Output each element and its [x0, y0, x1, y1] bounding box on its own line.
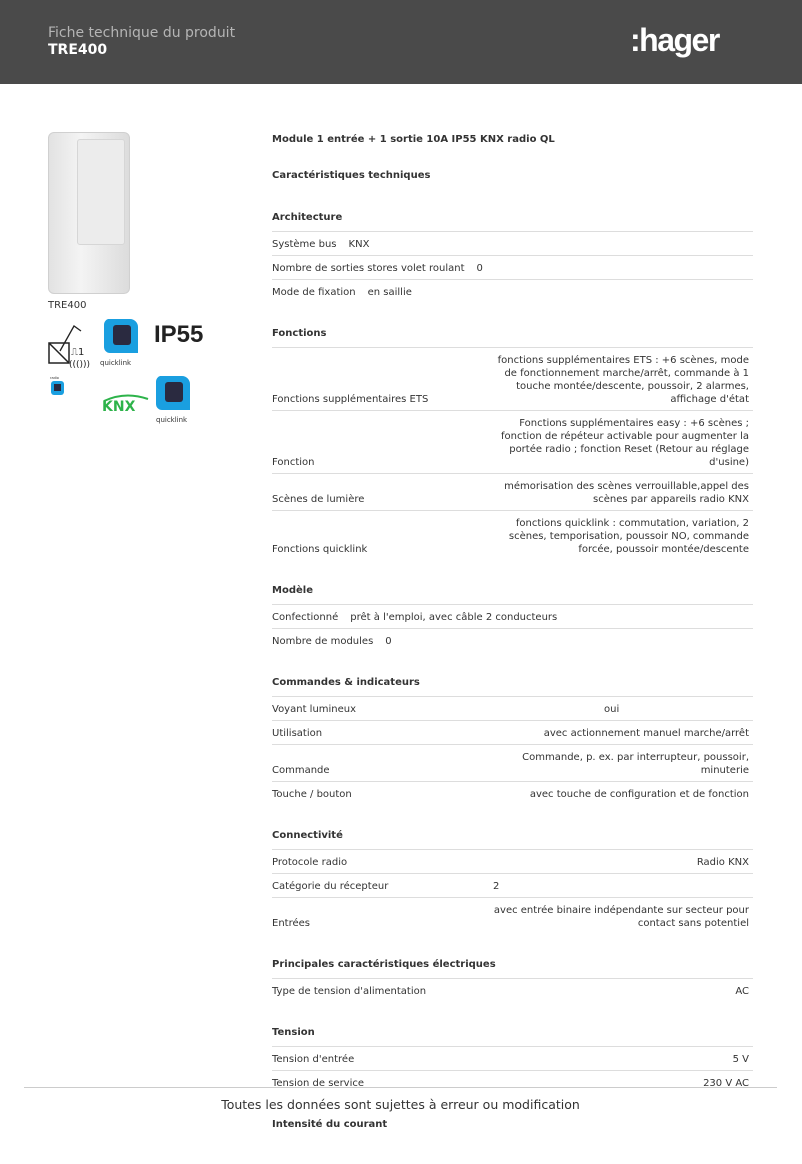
radio-actuator-icon	[48, 321, 96, 371]
spec-value: 0	[385, 636, 392, 647]
spec-section	[272, 328, 753, 560]
spec-label: Confectionné	[272, 612, 339, 623]
spec-value: AC	[735, 986, 749, 997]
section-title: Commandes & indicateurs	[272, 677, 420, 688]
spec-value: avec touche de configuration et de fonction	[529, 789, 749, 800]
spec-value: avec entrée binaire indépendante sur secteur pour contact sans potentiel	[493, 905, 749, 929]
spec-label: Nombre de modules	[272, 636, 374, 647]
svg-text:((())): ((()))	[69, 360, 91, 370]
spec-value: KNX	[348, 239, 370, 250]
spec-row	[272, 256, 753, 280]
spec-label: Tension d'entrée	[272, 1054, 355, 1065]
spec-label: Fonctions supplémentaires ETS	[272, 394, 429, 405]
section-title: Architecture	[272, 212, 343, 223]
product-title: Module 1 entrée + 1 sortie 10A IP55 KNX radio QL	[272, 134, 555, 145]
section-title: Tension	[272, 1027, 315, 1038]
spec-label: Entrées	[272, 918, 310, 929]
spec-label: Tension de service	[272, 1078, 365, 1089]
spec-value: 2	[493, 881, 500, 892]
radio-quicklink-icon	[48, 375, 68, 401]
spec-label: Utilisation	[272, 728, 323, 739]
spec-section	[272, 1027, 753, 1094]
spec-row	[272, 348, 753, 411]
ip55-badge: IP55	[154, 321, 204, 348]
spec-value: Fonctions supplémentaires easy : +6 scènes ; fonction de répéteur activable pour augmenter la portée radio ; fonction Reset (Retour au réglage d'usine)	[501, 418, 749, 468]
header-subtitle: Fiche technique du produit	[48, 25, 236, 41]
spec-value: mémorisation des scènes verrouillable,appel des scènes par appareils radio KNX	[504, 481, 749, 505]
knx-logo	[100, 393, 150, 413]
section-title: Fonctions	[272, 328, 327, 339]
spec-row	[272, 280, 753, 303]
spec-label: Protocole radio	[272, 857, 348, 868]
spec-value: Radio KNX	[696, 857, 749, 868]
spec-value: 0	[476, 263, 483, 274]
svg-text:quicklink: quicklink	[156, 416, 188, 424]
spec-row	[272, 745, 753, 782]
section-title: Connectivité	[272, 830, 343, 841]
spec-row	[272, 874, 753, 898]
spec-label: Commande	[272, 765, 330, 776]
spec-row	[272, 411, 753, 474]
spec-row	[272, 898, 753, 934]
spec-section	[272, 959, 753, 1002]
certification-icons	[48, 315, 228, 435]
spec-section	[272, 1119, 753, 1139]
spec-content	[272, 134, 753, 1164]
svg-text:radio: radio	[50, 376, 59, 380]
spec-row	[272, 782, 753, 805]
spec-section	[272, 585, 753, 652]
spec-section	[272, 212, 753, 303]
spec-label: Nombre de sorties stores volet roulant	[272, 263, 465, 274]
header-product: TRE400	[48, 42, 108, 58]
quicklink-icon	[100, 315, 144, 367]
page-header	[0, 0, 802, 84]
spec-value: fonctions quicklink : commutation, variation, 2 scènes, temporisation, poussoir NO, commande forcée, poussoir montée/descente	[508, 518, 749, 555]
svg-text:⎍1: ⎍1	[71, 347, 85, 358]
product-ref: TRE400	[48, 300, 87, 311]
spec-value: en saillie	[367, 287, 412, 298]
spec-label: Catégorie du récepteur	[272, 881, 389, 892]
characteristics-title: Caractéristiques techniques	[272, 170, 431, 181]
product-image	[48, 132, 130, 294]
svg-text:KNX: KNX	[102, 399, 136, 413]
section-title: Intensité du courant	[272, 1119, 388, 1130]
spec-label: Mode de fixation	[272, 287, 356, 298]
spec-value: 230 V AC	[703, 1078, 749, 1089]
spec-section	[272, 830, 753, 934]
quicklink-logo	[152, 373, 200, 425]
spec-value: avec actionnement manuel marche/arrêt	[543, 728, 749, 739]
spec-section	[272, 677, 753, 805]
spec-row	[272, 979, 753, 1002]
spec-value: fonctions supplémentaires ETS : +6 scènes, mode de fonctionnement marche/arrêt, commande à 1 touche montée/descente, poussoir, 2 alarmes, affichage d'état	[497, 355, 749, 405]
spec-label: Fonctions quicklink	[272, 544, 368, 555]
spec-label: Touche / bouton	[272, 789, 352, 800]
footer-disclaimer: Toutes les données sont sujettes à erreur ou modification	[24, 1087, 777, 1112]
spec-row	[272, 474, 753, 511]
section-title: Modèle	[272, 585, 313, 596]
spec-label: Système bus	[272, 239, 337, 250]
spec-label: Fonction	[272, 457, 315, 468]
spec-value: prêt à l'emploi, avec câble 2 conducteurs	[350, 612, 558, 623]
spec-row	[272, 629, 753, 652]
spec-row	[272, 511, 753, 560]
svg-text:quicklink: quicklink	[100, 359, 132, 367]
spec-value: 5 V	[732, 1054, 749, 1065]
spec-label: Type de tension d'alimentation	[272, 986, 427, 997]
spec-row	[272, 1047, 753, 1071]
section-title: Principales caractéristiques électriques	[272, 959, 496, 970]
spec-row	[272, 850, 753, 874]
spec-row	[272, 697, 753, 721]
spec-row	[272, 605, 753, 629]
spec-row	[272, 232, 753, 256]
spec-label: Scènes de lumière	[272, 494, 365, 505]
spec-row	[272, 721, 753, 745]
spec-value: oui	[604, 704, 620, 715]
product-sidebar	[48, 132, 228, 435]
spec-label: Voyant lumineux	[272, 704, 357, 715]
hager-logo: :hager	[630, 22, 719, 58]
spec-value: Commande, p. ex. par interrupteur, poussoir, minuterie	[522, 752, 749, 776]
